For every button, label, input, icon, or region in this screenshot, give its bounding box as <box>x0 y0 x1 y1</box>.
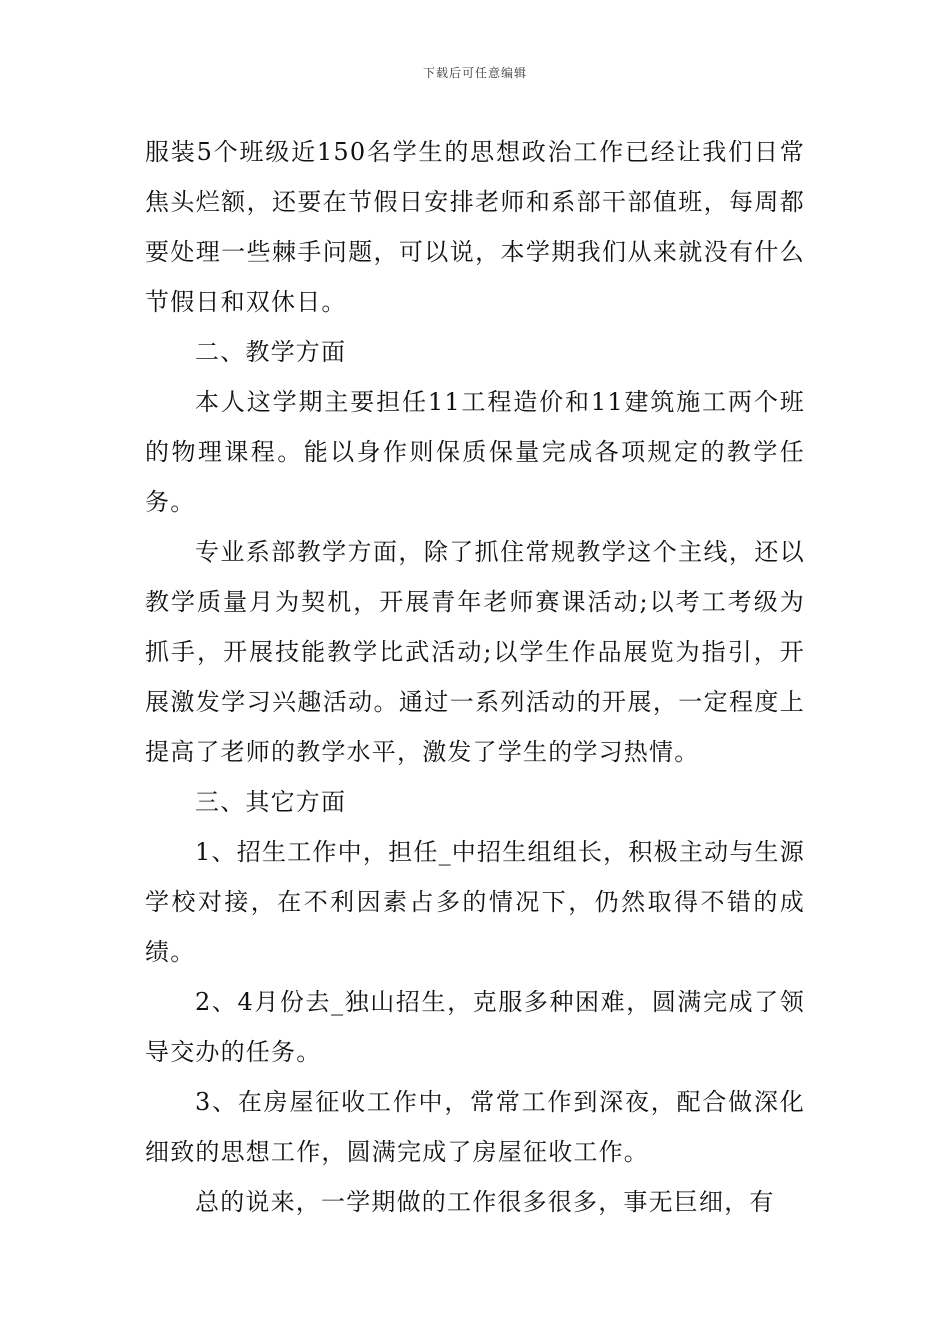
body-paragraph: 服装5个班级近150名学生的思想政治工作已经让我们日常焦头烂额，还要在节假日安排老师和系部干部值班，每周都要处理一些棘手问题，可以说，本学期我们从来就没有什么节假日和双休日。 <box>145 138 805 316</box>
document-body <box>145 127 805 1227</box>
section-heading: 三、其它方面 <box>195 788 347 816</box>
body-paragraph: 本人这学期主要担任11工程造价和11建筑施工两个班的物理课程。能以身作则保质保量完成各项规定的教学任务。 <box>145 388 805 516</box>
body-paragraph: 专业系部教学方面，除了抓住常规教学这个主线，还以教学质量月为契机，开展青年老师赛课活动;以考工考级为抓手，开展技能教学比武活动;以学生作品展览为指引，开展激发学习兴趣活动。通过一系列活动的开展，一定程度上提高了老师的教学水平，激发了学生的学习热情。 <box>145 538 805 766</box>
section-heading: 二、教学方面 <box>195 338 347 366</box>
list-item: 2、4月份去_独山招生，克服多种困难，圆满完成了领导交办的任务。 <box>145 988 805 1066</box>
list-item: 3、在房屋征收工作中，常常工作到深夜，配合做深化细致的思想工作，圆满完成了房屋征收工作。 <box>145 1088 805 1166</box>
body-paragraph: 总的说来，一学期做的工作很多很多，事无巨细，有 <box>195 1188 775 1216</box>
page-header: 下载后可任意编辑 <box>422 66 527 80</box>
list-item: 1、招生工作中，担任_中招生组组长，积极主动与生源学校对接，在不利因素占多的情况下，仍然取得不错的成绩。 <box>145 838 805 966</box>
